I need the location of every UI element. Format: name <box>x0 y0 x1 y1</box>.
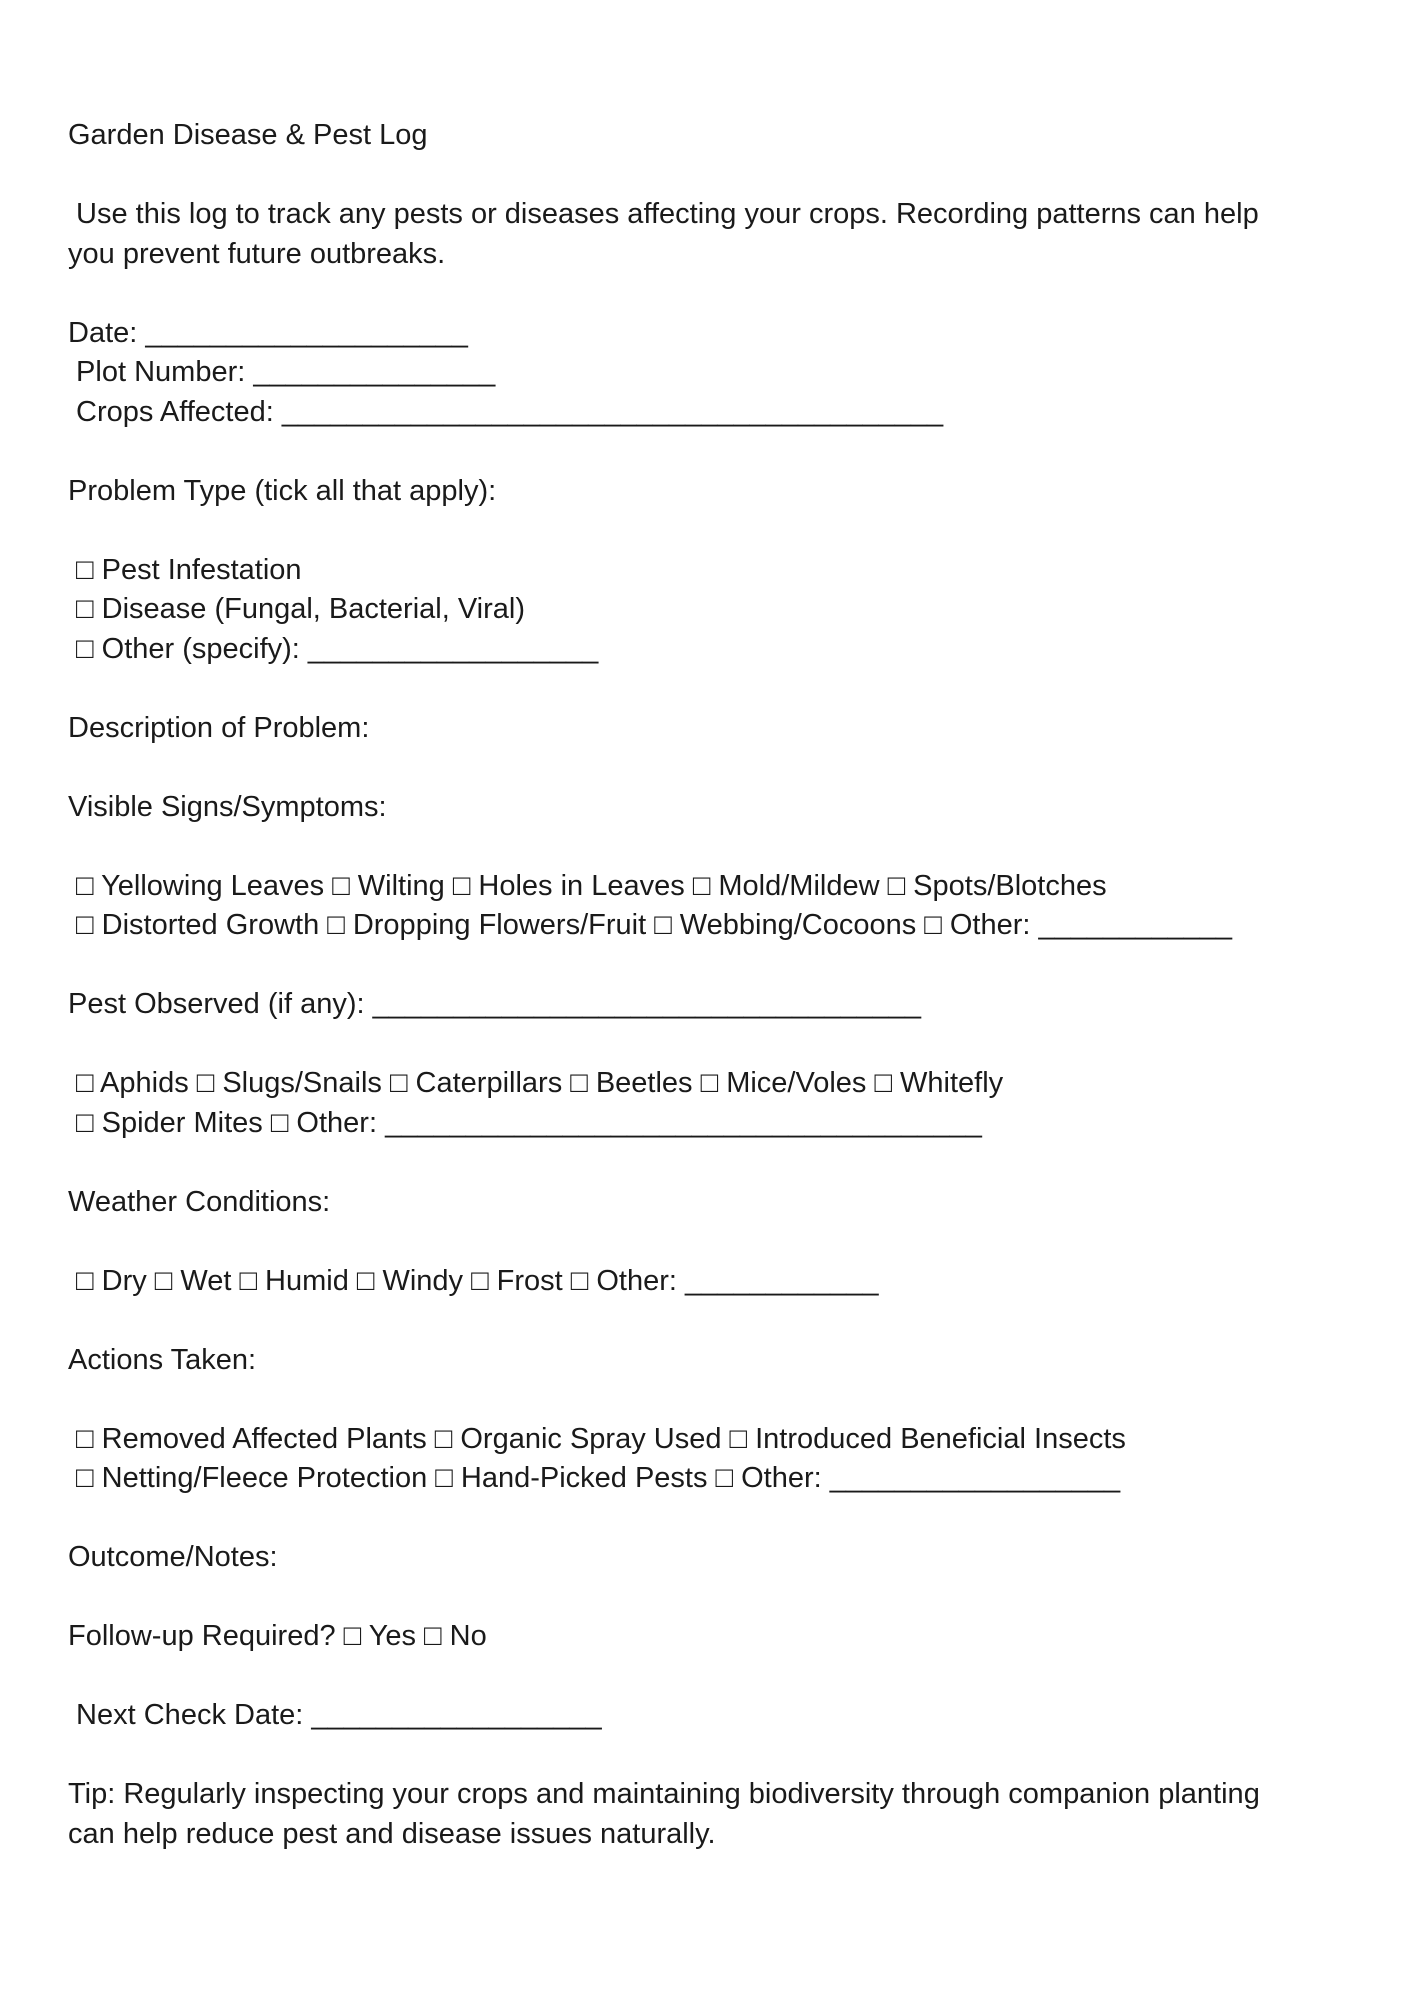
page-title: Garden Disease & Pest Log <box>68 119 428 151</box>
signs-options-line-2: □ Distorted Growth □ Dropping Flowers/Fruit □ Webbing/Cocoons □ Other: ____________ <box>68 909 1233 941</box>
intro-line-1: Use this log to track any pests or diseases affecting your crops. Recording patterns can help <box>68 198 1259 230</box>
actions-label: Actions Taken: <box>68 1343 257 1376</box>
spacer <box>68 1222 1348 1262</box>
actions-options-line-2: □ Netting/Fleece Protection □ Hand-Picked Pests □ Other: __________________ <box>68 1462 1121 1494</box>
spacer <box>68 432 1348 472</box>
plot-number-field: Plot Number: _______________ <box>68 356 496 388</box>
actions-options-line-1: □ Removed Affected Plants □ Organic Spray Used □ Introduced Beneficial Insects <box>68 1422 1126 1455</box>
spacer <box>68 1736 1348 1776</box>
log-page <box>68 116 1348 1854</box>
problem-option-pest: □ Pest Infestation <box>68 553 302 586</box>
pest-options-line-2: □ Spider Mites □ Other: _____________________________________ <box>68 1106 982 1139</box>
pest-observed-field: Pest Observed (if any): __________________________________ <box>68 988 921 1020</box>
tip-line-1: Tip: Regularly inspecting your crops and maintaining biodiversity through companion planting <box>68 1778 1260 1810</box>
spacer <box>68 946 1348 986</box>
spacer <box>68 669 1348 709</box>
pest-options-line-1: □ Aphids □ Slugs/Snails □ Caterpillars □ Beetles □ Mice/Voles □ Whitefly <box>68 1067 1004 1099</box>
tip-line-2: can help reduce pest and disease issues naturally. <box>68 1817 716 1850</box>
spacer <box>68 1143 1348 1183</box>
spacer <box>68 1578 1348 1618</box>
spacer <box>68 1499 1348 1539</box>
description-label: Description of Problem: <box>68 711 370 744</box>
next-check-date-field: Next Check Date: __________________ <box>68 1699 602 1731</box>
crops-affected-field: Crops Affected: _________________________________________ <box>68 395 944 428</box>
weather-label: Weather Conditions: <box>68 1185 331 1218</box>
signs-options-line-1: □ Yellowing Leaves □ Wilting □ Holes in Leaves □ Mold/Mildew □ Spots/Blotches <box>68 869 1107 902</box>
signs-label: Visible Signs/Symptoms: <box>68 790 387 823</box>
spacer <box>68 274 1348 314</box>
spacer <box>68 1657 1348 1697</box>
spacer <box>68 156 1348 196</box>
outcome-label: Outcome/Notes: <box>68 1541 278 1573</box>
spacer <box>68 1380 1348 1420</box>
spacer <box>68 827 1348 867</box>
problem-option-other: □ Other (specify): __________________ <box>68 632 599 665</box>
spacer <box>68 511 1348 551</box>
spacer <box>68 748 1348 788</box>
followup-field: Follow-up Required? □ Yes □ No <box>68 1620 487 1652</box>
date-field: Date: ____________________ <box>68 316 468 349</box>
problem-option-disease: □ Disease (Fungal, Bacterial, Viral) <box>68 593 525 625</box>
spacer <box>68 1025 1348 1065</box>
problem-type-label: Problem Type (tick all that apply): <box>68 474 497 507</box>
intro-line-2: you prevent future outbreaks. <box>68 237 446 270</box>
weather-options: □ Dry □ Wet □ Humid □ Windy □ Frost □ Other: ____________ <box>68 1264 879 1297</box>
spacer <box>68 1301 1348 1341</box>
